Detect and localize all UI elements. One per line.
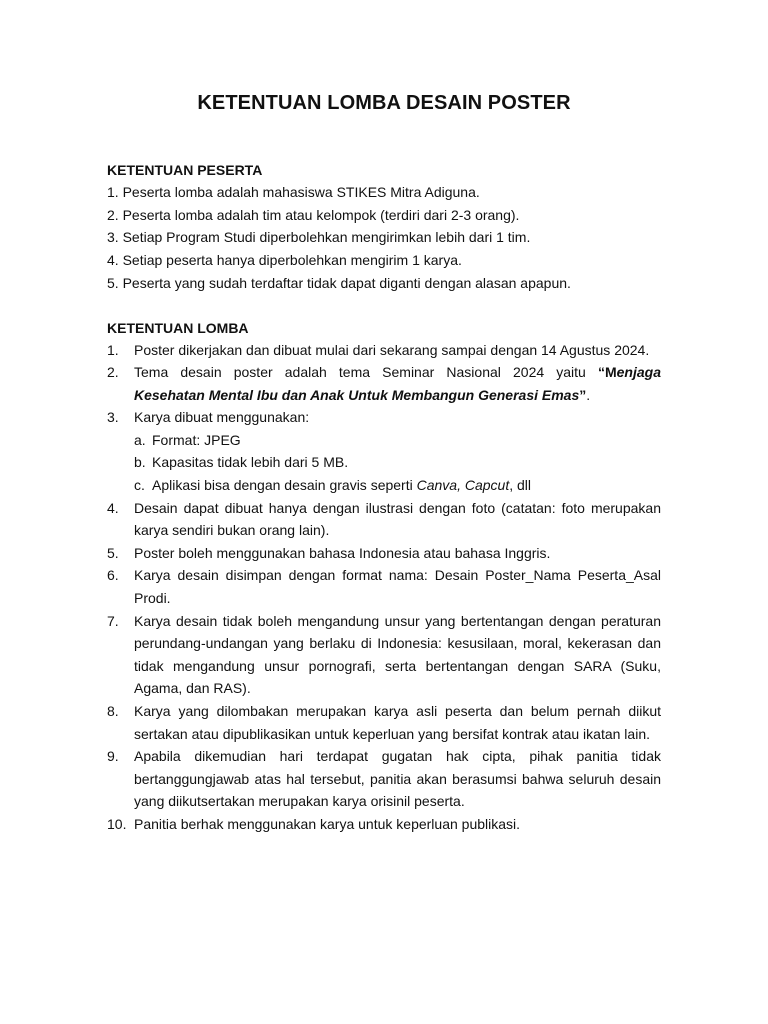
sublist-item	[134, 474, 661, 497]
lomba-item-text: Desain dapat dibuat hanya dengan ilustrasi dengan foto (catatan: foto merupakan karya sendiri bukan orang lain).	[134, 499, 661, 539]
peserta-item: 3. Setiap Program Studi diperbolehkan mengirimkan lebih dari 1 tim.	[107, 229, 531, 246]
lomba-item-number: 8.	[107, 703, 119, 720]
lomba-item-number: 9.	[107, 748, 119, 765]
sublist-text: Format: JPEG	[152, 431, 241, 448]
apps-suffix: , dll	[509, 477, 532, 494]
section-spacer	[107, 295, 661, 317]
lomba-item-text: Poster dikerjakan dan dibuat mulai dari sekarang sampai dengan 14 Agustus 2024.	[134, 341, 650, 358]
lomba-item-number: 10.	[107, 815, 127, 832]
lomba-item-text: Karya dibuat menggunakan:	[134, 409, 310, 426]
lomba-item-text: Panitia berhak menggunakan karya untuk keperluan publikasi.	[134, 815, 521, 832]
document-title: KETENTUAN LOMBA DESAIN POSTER	[197, 92, 571, 114]
section-heading-peserta: KETENTUAN PESERTA	[107, 162, 263, 178]
sublist-marker: b.	[134, 454, 146, 471]
lomba-item-number: 6.	[107, 567, 119, 584]
section-ketentuan-peserta	[107, 159, 661, 295]
lomba-item-number: 3.	[107, 409, 119, 426]
sublist-marker: a.	[134, 431, 146, 448]
lomba-item	[107, 610, 661, 700]
lomba-item-number: 2.	[107, 364, 119, 381]
peserta-item: 1. Peserta lomba adalah mahasiswa STIKES Mitra Adiguna.	[107, 184, 480, 200]
peserta-item: 5. Peserta yang sudah terdaftar tidak dapat diganti dengan alasan apapun.	[107, 274, 571, 291]
lomba-item	[107, 564, 661, 609]
lomba-list	[107, 339, 661, 836]
lomba-item-text: Karya yang dilombakan merupakan karya asli peserta dan belum pernah diikut sertakan atau dipublikasikan untuk keperluan yang bersifat kontrak atau ikatan lain.	[134, 703, 661, 742]
peserta-item: 2. Peserta lomba adalah tim atau kelompok (terdiri dari 2-3 orang).	[107, 206, 520, 223]
sublist-item	[134, 451, 661, 474]
theme-quote-close: ”	[579, 386, 587, 403]
lomba-item-text	[134, 361, 661, 406]
lomba-item	[107, 813, 661, 836]
lomba-item-number: 4.	[107, 499, 119, 516]
theme-quote-open: “M	[597, 364, 617, 381]
section-heading-lomba: KETENTUAN LOMBA	[107, 319, 249, 336]
lomba-item	[107, 406, 661, 496]
theme-intro: Tema desain poster adalah tema Seminar Nasional 2024 yaitu	[134, 364, 598, 381]
lomba-item-text: Poster boleh menggunakan bahasa Indonesia atau bahasa Inggris.	[134, 544, 551, 561]
apps-intro: Aplikasi bisa dengan desain gravis seperti	[152, 477, 417, 494]
lomba-item-number: 1.	[107, 341, 119, 358]
lomba-item	[107, 497, 661, 542]
apps-names: Canva, Capcut	[416, 477, 510, 494]
lomba-item-number: 5.	[107, 544, 119, 561]
peserta-list	[107, 181, 661, 295]
lomba-item	[107, 361, 661, 406]
lomba-item-content	[134, 406, 661, 496]
section-ketentuan-lomba	[107, 317, 661, 836]
peserta-item: 4. Setiap peserta hanya diperbolehkan mengirim 1 karya.	[107, 252, 462, 269]
lomba-item	[107, 339, 661, 362]
lomba-item	[107, 700, 661, 745]
sublist-item	[134, 429, 661, 452]
lomba-item-number: 7.	[107, 612, 119, 629]
sublist-text	[152, 474, 661, 497]
lomba-item	[107, 542, 661, 565]
seminar-theme: enjaga Kesehatan Mental Ibu dan Anak Untuk Membangun Generasi Emas	[134, 364, 661, 403]
lomba-item-text: Karya desain tidak boleh mengandung unsur yang bertentangan dengan peraturan perundang-undangan yang berlaku di Indonesia: kesusilaan, moral, kekerasan dan tidak mengandung unsur pornografi, serta bertentangan dengan SARA (Suku, Agama, dan RAS).	[134, 612, 661, 697]
format-sublist	[134, 429, 661, 497]
lomba-item	[107, 745, 661, 813]
lomba-item-text: Karya desain disimpan dengan format nama: Desain Poster_Nama Peserta_Asal Prodi.	[134, 567, 661, 607]
sublist-marker: c.	[134, 477, 145, 494]
theme-period: .	[586, 386, 591, 403]
lomba-item-text: Apabila dikemudian hari terdapat gugatan hak cipta, pihak panitia tidak bertanggungjawab atas hal tersebut, panitia akan berasumsi bahwa seluruh desain yang diikutsertakan merupakan karya orisinil peserta.	[134, 748, 661, 810]
sublist-text: Kapasitas tidak lebih dari 5 MB.	[152, 454, 349, 471]
